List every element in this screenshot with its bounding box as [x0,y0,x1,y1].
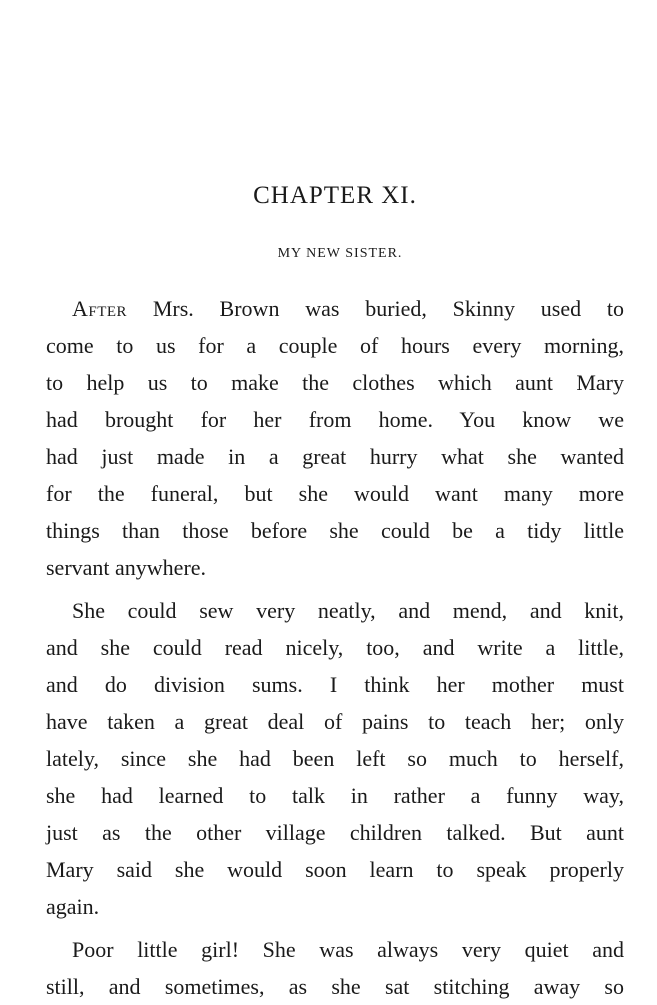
text-line: for the funeral, but she would want many more [46,481,624,506]
text-line: lately, since she had been left so much to herself, [46,746,624,771]
text-line: things than those before she could be a tidy little [46,518,624,543]
text-line: Poor little girl! She was always very quiet and [72,937,624,962]
line-text: Mrs. Brown was buried, Skinny used to [127,296,624,321]
paragraph-2 [46,592,624,925]
text-line: come to us for a couple of hours every morning, [46,333,624,358]
body-text [46,290,624,1005]
text-line: Mary said she would soon learn to speak properly [46,857,624,882]
text-line: had brought for her from home. You know we [46,407,624,432]
lead-smallcaps: After [72,296,128,321]
text-line: and she could read nicely, too, and write a little, [46,635,624,660]
paragraph-3 [46,931,624,1005]
text-line: still, and sometimes, as she sat stitching away so [46,974,624,999]
text-line: and do division sums. I think her mother must [46,672,624,697]
text-line: she had learned to talk in rather a funny way, [46,783,624,808]
text-line: She could sew very neatly, and mend, and knit, [72,598,624,623]
text-line: had just made in a great hurry what she wanted [46,444,624,469]
text-line: to help us to make the clothes which aunt Mary [46,370,624,395]
text-line: have taken a great deal of pains to teach her; only [46,709,624,734]
paragraph-1 [46,290,624,586]
chapter-subtitle: MY NEW SISTER. [277,246,403,261]
text-line: servant anywhere. [46,555,207,580]
text-line: just as the other village children talked. But aunt [46,820,624,845]
text-line [46,290,624,327]
text-line: again. [46,894,100,919]
chapter-title: CHAPTER XI. [253,182,417,209]
